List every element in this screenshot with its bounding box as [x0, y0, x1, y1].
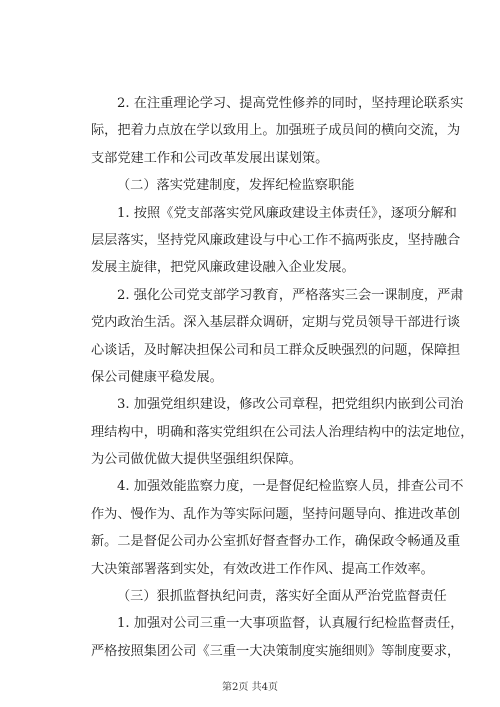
- paragraph-3-line-4: 保公司健康平稳发展。: [91, 369, 223, 385]
- section-heading-2: （二）落实党建制度，发挥纪检监察职能: [117, 178, 355, 194]
- paragraph-2-line-1: 1. 按照《党支部落实党风廉政建设主体责任》，逐项分解和: [117, 205, 457, 221]
- section-heading-3: （三）狠抓监督执纪问责，落实好全面从严治党监督责任: [117, 589, 447, 605]
- paragraph-5-line-4: 大决策部署落到实处，有效改进工作作风、提高工作效率。: [91, 561, 434, 577]
- paragraph-3-line-3: 心谈话，及时解决担保公司和员工群众反映强烈的问题，保障担: [91, 342, 461, 358]
- paragraph-1-line-1: 2. 在注重理论学习、提高党性修养的同时，坚持理论联系实: [117, 96, 464, 111]
- paragraph-1-line-3: 支部党建工作和公司改革发展出谋划策。: [91, 150, 329, 166]
- paragraph-5-line-3: 新。二是督促公司办公室抓好督查督办工作，确保政令畅通及重: [91, 534, 461, 550]
- document-body: [91, 90, 474, 665]
- paragraph-4-line-3: 为公司做优做大提供坚强组织保障。: [91, 452, 302, 468]
- paragraph-5-line-2: 作为、慢作为、乱作为等实际问题，坚持问题导向、推进改革创: [91, 506, 461, 522]
- paragraph-3-line-1: 2. 强化公司党支部学习教育，严格落实三会一课制度，严肃: [117, 287, 464, 303]
- paragraph-5-line-1: 4. 加强效能监察力度，一是督促纪检监察人员，排查公司不: [117, 479, 464, 495]
- paragraph-4-line-2: 理结构中，明确和落实党组织在公司法人治理结构中的法定地位，: [91, 424, 474, 440]
- paragraph-2-line-3: 发展主旋律，把党风廉政建设融入企业发展。: [91, 260, 355, 276]
- paragraph-4-line-1: 3. 加强党组织建设，修改公司章程，把党组织内嵌到公司治: [117, 397, 464, 413]
- page-footer: 第2页 共4页: [222, 682, 278, 693]
- paragraph-6-line-2: 严格按照集团公司《三重一大决策制度实施细则》等制度要求，: [91, 643, 461, 659]
- paragraph-1-line-2: 际，把着力点放在学以致用上。加强班子成员间的横向交流，为: [91, 123, 461, 139]
- paragraph-2-line-2: 层层落实，坚持党风廉政建设与中心工作不搞两张皮，坚持融合: [91, 232, 461, 248]
- paragraph-3-line-2: 党内政治生活。深入基层群众调研，定期与党员领导干部进行谈: [91, 315, 461, 331]
- paragraph-6-line-1: 1. 加强对公司三重一大事项监督，认真履行纪检监督责任，: [117, 616, 464, 632]
